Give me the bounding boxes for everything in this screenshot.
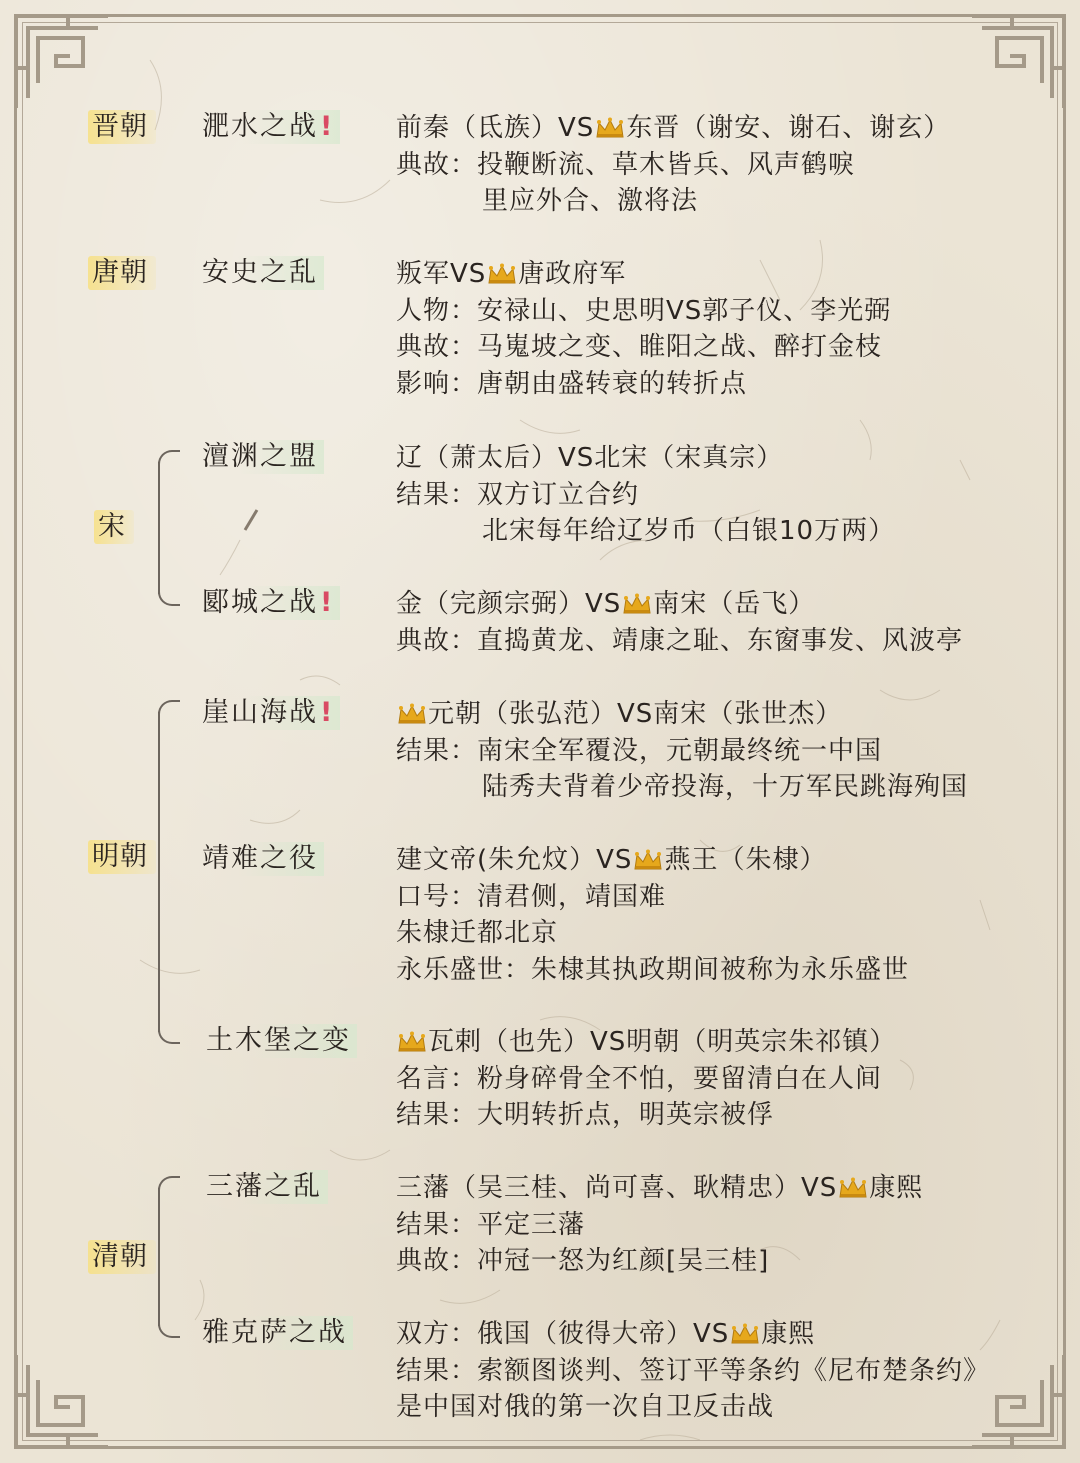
exclamation-icon: ! <box>320 697 335 728</box>
battle-name: 郾城之战! <box>200 586 340 620</box>
detail-text: 康熙 <box>761 1319 816 1349</box>
detail-text: 结果：南宋全军覆没，元朝最终统一中国 <box>396 735 883 766</box>
detail-text: 唐政府军 <box>518 259 627 289</box>
crown-icon <box>396 1027 428 1057</box>
detail-line <box>396 110 950 146</box>
detail-line <box>396 1170 923 1206</box>
detail-line <box>396 1316 815 1352</box>
fret-corner-ornament <box>8 8 118 118</box>
detail-text: 结果：双方订立合约 <box>396 479 640 510</box>
detail-text: 人物：安禄山、史思明VS郭子仪、李光弼 <box>396 295 892 326</box>
battle-name: 靖难之役 <box>200 842 324 876</box>
detail-line <box>396 329 882 365</box>
dynasty-label-song: 宋 <box>94 510 134 544</box>
crown-icon <box>594 113 626 143</box>
qing-bracket <box>158 1188 160 1326</box>
detail-text: 结果：大明转折点，明英宗被俘 <box>396 1100 775 1130</box>
detail-text: 典故：投鞭断流、草木皆兵、风声鹤唳 <box>396 149 856 180</box>
detail-text: 朱棣迁都北京 <box>396 918 559 948</box>
detail-text: 辽（萧太后）VS北宋（宋真宗） <box>396 443 784 473</box>
detail-line <box>396 586 815 622</box>
detail-text: 叛军VS <box>396 259 487 289</box>
detail-text: 前秦（氐族）VS <box>396 113 595 143</box>
detail-line <box>396 147 855 183</box>
detail-line <box>482 769 968 805</box>
battle-name: 淝水之战! <box>200 110 340 144</box>
detail-line <box>396 915 558 951</box>
detail-text: 瓦剌（也先）VS明朝（明英宗朱祁镇） <box>428 1027 897 1057</box>
detail-line <box>396 696 842 732</box>
song-bracket <box>158 462 160 594</box>
detail-text: 金（完颜宗弼）VS <box>396 589 622 619</box>
detail-line <box>396 623 963 659</box>
detail-text: 名言：粉身碎骨全不怕，要留清白在人间 <box>396 1063 883 1094</box>
detail-line <box>396 842 826 878</box>
detail-line <box>396 879 666 915</box>
detail-text: 典故：马嵬坡之变、睢阳之战、醉打金枝 <box>396 332 883 362</box>
crown-icon <box>729 1319 761 1349</box>
detail-line <box>396 440 783 476</box>
battle-name: 安史之乱 <box>200 256 324 290</box>
crown-icon <box>632 845 664 875</box>
detail-line <box>396 256 626 292</box>
detail-line <box>396 1243 769 1279</box>
battle-name: 雅克萨之战 <box>200 1316 353 1350</box>
detail-line <box>482 513 895 549</box>
detail-text: 里应外合、激将法 <box>482 186 699 216</box>
detail-line <box>396 293 891 329</box>
exclamation-icon: ! <box>320 587 335 618</box>
detail-text: 永乐盛世：朱棣其执政期间被称为永乐盛世 <box>396 954 910 985</box>
detail-text: 影响：唐朝由盛转衰的转折点 <box>396 368 748 399</box>
detail-text: 北宋每年给辽岁币（白银10万两） <box>482 516 896 546</box>
fret-corner-ornament <box>8 1345 118 1455</box>
detail-line <box>396 1389 774 1425</box>
detail-line <box>396 1207 585 1243</box>
detail-line <box>482 183 698 219</box>
detail-text: 元朝（张弘范）VS南宋（张世杰） <box>428 699 843 729</box>
detail-text: 典故：直捣黄龙、靖康之耻、东窗事发、风波亭 <box>396 625 964 656</box>
ming-bracket <box>158 712 160 1032</box>
battle-name: 澶渊之盟 <box>200 440 324 474</box>
detail-text: 双方：俄国（彼得大帝）VS <box>396 1319 730 1349</box>
exclamation-icon: ! <box>320 111 335 142</box>
detail-text: 结果：平定三藩 <box>396 1209 586 1240</box>
battle-name: 三藩之乱 <box>204 1170 328 1204</box>
detail-line <box>396 1061 882 1097</box>
detail-line <box>396 1353 990 1389</box>
detail-line <box>396 1097 774 1133</box>
battle-name: 土木堡之变 <box>204 1024 357 1058</box>
crown-icon <box>837 1173 869 1203</box>
detail-line <box>396 366 747 402</box>
detail-text: 陆秀夫背着少帝投海，十万军民跳海殉国 <box>482 772 969 802</box>
detail-text: 口号：清君侧，靖国难 <box>396 881 667 912</box>
detail-text: 三藩（吴三桂、尚可喜、耿精忠）VS <box>396 1173 838 1203</box>
dynasty-label-qing: 清朝 <box>88 1240 156 1274</box>
crown-icon <box>486 259 518 289</box>
crown-icon <box>396 699 428 729</box>
detail-text: 建文帝(朱允炆）VS <box>396 845 633 875</box>
detail-text: 典故：冲冠一怒为红颜[吴三桂] <box>396 1246 770 1276</box>
crown-icon <box>621 589 653 619</box>
dynasty-label-tang: 唐朝 <box>88 256 156 290</box>
detail-text: 燕王（朱棣） <box>664 845 827 875</box>
detail-text: 是中国对俄的第一次自卫反击战 <box>396 1392 775 1422</box>
detail-line <box>396 733 882 769</box>
dynasty-label-jin: 晋朝 <box>88 110 156 144</box>
detail-line <box>396 477 639 513</box>
dynasty-label-ming: 明朝 <box>88 840 156 874</box>
detail-text: 南宋（岳飞） <box>653 589 816 619</box>
battle-name: 崖山海战! <box>200 696 340 730</box>
fret-corner-ornament <box>962 8 1072 118</box>
detail-text: 康熙 <box>869 1173 924 1203</box>
detail-text: 结果：索额图谈判、签订平等条约《尼布楚条约》 <box>396 1355 991 1386</box>
detail-text: 东晋（谢安、谢石、谢玄） <box>626 113 951 143</box>
detail-line <box>396 1024 896 1060</box>
detail-line <box>396 952 909 988</box>
